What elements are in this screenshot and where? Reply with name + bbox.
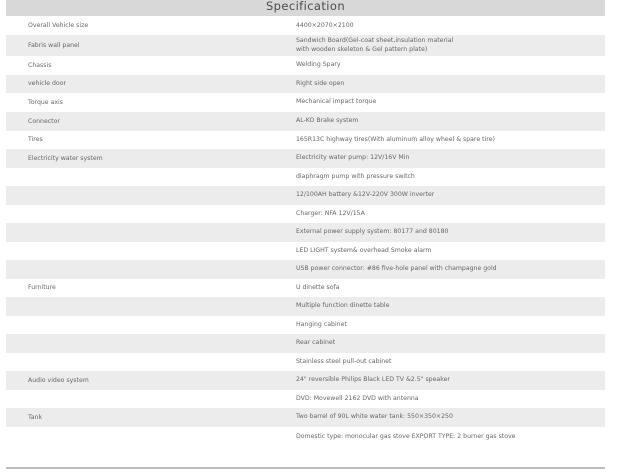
spec-label [6, 316, 274, 334]
spec-value-line: Rear cabinet [296, 339, 336, 347]
spec-label: Torque axis [28, 98, 63, 106]
spec-label: vehicle door [28, 80, 67, 88]
spec-value-line: AL-KO Brake system [296, 117, 359, 125]
spec-label [6, 427, 274, 447]
spec-label [6, 168, 274, 186]
spec-row [6, 35, 605, 56]
spec-value [274, 316, 605, 334]
spec-row [6, 149, 605, 168]
spec-value [274, 35, 605, 56]
spec-value [274, 297, 605, 316]
spec-label [6, 223, 274, 242]
spec-value-line: Electricity water pump: 12V/16V Min [296, 154, 410, 162]
spec-label: Chassis [28, 61, 52, 69]
spec-value-line: U dinette sofa [296, 283, 340, 291]
spec-row [6, 112, 605, 131]
spec-value-line: Hanging cabinet [296, 320, 347, 328]
spec-row [6, 408, 605, 427]
spec-value-line: Domestic type: monocular gas stove EXPORT TYPE: 2 burner gas stove [296, 432, 516, 440]
spec-row [6, 353, 605, 371]
spec-label [6, 353, 274, 371]
spec-value [274, 205, 605, 223]
spec-value [274, 371, 605, 390]
spec-value [274, 242, 605, 260]
spec-label: Tires [28, 136, 43, 144]
spec-row [6, 168, 605, 186]
bottom-divider [6, 467, 605, 469]
spec-value-line: External power supply system: 80177 and 80180 [296, 228, 449, 236]
spec-value-line: Welding Spary [296, 61, 341, 69]
spec-label: Overall Vehicle size [28, 22, 89, 30]
spec-label: Furniture [28, 284, 56, 292]
spec-value-line: Multiple function dinette table [296, 302, 390, 310]
spec-row [6, 131, 605, 149]
spec-value [274, 427, 605, 447]
spec-label: Audio video system [28, 376, 89, 384]
spec-value-line: 12/100AH battery &12V-220V 300W inverter [296, 191, 435, 199]
spec-header [6, 0, 605, 16]
spec-label: Tank [28, 413, 43, 421]
spec-row [6, 56, 605, 75]
spec-value [274, 334, 605, 353]
spec-value [274, 353, 605, 371]
spec-value [274, 279, 605, 297]
spec-label [6, 390, 274, 408]
spec-label [6, 334, 274, 353]
spec-label: Connector [28, 117, 60, 125]
spec-value-line: Charger: NFA 12V/15A [296, 209, 365, 217]
spec-value [274, 390, 605, 408]
spec-value [274, 223, 605, 242]
spec-table [6, 17, 605, 447]
spec-value [274, 56, 605, 75]
spec-value-line: USB power connector: #86 five-hole panel with champagne gold [296, 265, 497, 273]
spec-value [274, 75, 605, 93]
spec-value-line: Two barrel of 90L white water tank: 550×350×250 [296, 413, 453, 421]
spec-label: Fabris wall panel [28, 41, 80, 49]
spec-value [274, 17, 605, 35]
spec-row [6, 205, 605, 223]
spec-row [6, 316, 605, 334]
spec-value [274, 149, 605, 168]
spec-value-line: Right side open [296, 79, 345, 87]
spec-value [274, 93, 605, 112]
spec-row [6, 260, 605, 279]
spec-label: Electricity water system [28, 154, 103, 162]
spec-value [274, 112, 605, 131]
spec-value-line: diaphragm pump with pressure switch [296, 172, 415, 180]
spec-row [6, 371, 605, 390]
spec-value-line: 4400×2070×2100 [296, 21, 354, 29]
spec-row [6, 297, 605, 316]
spec-row [6, 75, 605, 93]
spec-row [6, 279, 605, 297]
spec-value-line: 165R13C highway tires(With aluminum alloy wheel & spare tire) [296, 135, 495, 143]
spec-label [6, 297, 274, 316]
spec-row [6, 427, 605, 447]
spec-value [274, 168, 605, 186]
spec-value [274, 131, 605, 149]
spec-label [6, 205, 274, 223]
spec-value-line: LED LIGHT system& overhead Smoke alarm [296, 246, 432, 254]
spec-label [6, 242, 274, 260]
spec-value-line: Sandwich Board(Gel-coat sheet,insulation material [296, 37, 454, 44]
spec-value [274, 408, 605, 427]
spec-value [274, 260, 605, 279]
spec-row [6, 223, 605, 242]
spec-row [6, 93, 605, 112]
spec-value-line: DVD: Movewell 2162 DVD with antenna [296, 394, 419, 402]
spec-value-line: 24" reversible Philips Black LED TV &2.5" speaker [296, 376, 450, 384]
spec-value-line: Stainless steel pull-out cabinet [296, 357, 392, 365]
spec-title: Specification [265, 0, 346, 13]
spec-value [274, 186, 605, 205]
spec-row [6, 186, 605, 205]
spec-row [6, 17, 605, 35]
spec-row [6, 334, 605, 353]
spec-row [6, 242, 605, 260]
spec-label [6, 186, 274, 205]
spec-value-line: with wooden skeleton & Gel pattern plate) [296, 45, 428, 53]
spec-label [6, 260, 274, 279]
spec-value-line: Mechanical impact torque [296, 98, 377, 106]
spec-row [6, 390, 605, 408]
